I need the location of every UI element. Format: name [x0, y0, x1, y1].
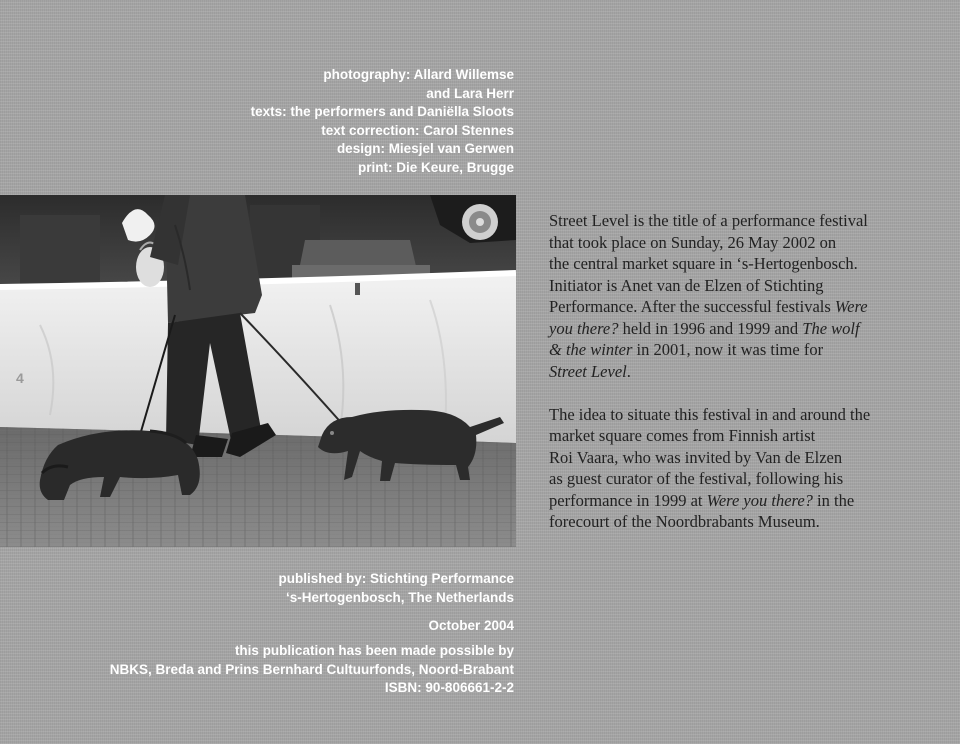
credit-text-correction: text correction: Carol Stennes	[321, 122, 514, 138]
credit-photography-cont: and Lara Herr	[426, 85, 514, 101]
publisher-block	[278, 570, 514, 607]
article-line: Roi Vaara, who was invited by Van de Elzen	[549, 447, 843, 467]
text-segment: held in 1996 and 1999 and	[618, 318, 803, 338]
article-line	[549, 361, 949, 383]
support-block	[110, 642, 514, 698]
text-segment: in the	[812, 490, 855, 510]
italic-title: Street Level	[549, 361, 627, 381]
article-line	[549, 318, 949, 340]
text-segment: .	[626, 361, 631, 381]
text-segment: performance in 1999 at	[549, 490, 707, 510]
support-sponsors: NBKS, Breda and Prins Bernhard Cultuurfonds, Noord-Brabant	[109, 661, 514, 677]
credit-design: design: Miesjel van Gerwen	[336, 141, 514, 157]
article-line: Street Level is the title of a performance festival	[549, 211, 868, 230]
article-line: that took place on Sunday, 26 May 2002 on	[549, 232, 837, 252]
article-line: forecourt of the Noordbrabants Museum.	[549, 512, 820, 531]
article-paragraph-2	[549, 404, 949, 533]
italic-title: Were you there?	[706, 490, 813, 510]
article-line: the central market square in ‘s-Hertogenbosch.	[549, 254, 858, 273]
italic-title: Were	[834, 297, 868, 316]
italic-title: & the winter	[549, 340, 633, 359]
banner-number: 4	[16, 370, 24, 386]
article-line: market square comes from Finnish artist	[549, 426, 816, 445]
credit-texts: texts: the performers and Daniëlla Sloots	[250, 104, 514, 120]
article-line: Initiator is Anet van de Elzen of Stichting	[549, 275, 824, 295]
article-line: The idea to situate this festival in and around the	[549, 404, 871, 424]
article-line: as guest curator of the festival, following his	[549, 469, 844, 488]
photo-dogs-walking	[0, 195, 516, 547]
article-line	[549, 339, 949, 361]
italic-title: The wolf	[802, 318, 860, 338]
italic-title: you there?	[549, 318, 619, 338]
support-intro: this publication has been made possible by	[234, 643, 514, 658]
credits-block	[251, 66, 514, 178]
isbn: ISBN: 90-806661-2-2	[384, 680, 514, 696]
credit-photography: photography: Allard Willemse	[323, 67, 514, 82]
article-line	[549, 490, 949, 512]
text-segment: Performance. After the successful festivals	[549, 297, 835, 316]
article-line	[549, 296, 949, 318]
article-body	[549, 210, 949, 533]
publication-date	[428, 617, 514, 636]
publisher-location: ‘s-Hertogenbosch, The Netherlands	[285, 589, 514, 605]
date-text: October 2004	[428, 618, 514, 633]
text-segment: in 2001, now it was time for	[632, 340, 824, 359]
article-paragraph-1	[549, 210, 949, 382]
publisher-name: published by: Stichting Performance	[278, 571, 514, 586]
credit-print: print: Die Keure, Brugge	[357, 159, 514, 175]
